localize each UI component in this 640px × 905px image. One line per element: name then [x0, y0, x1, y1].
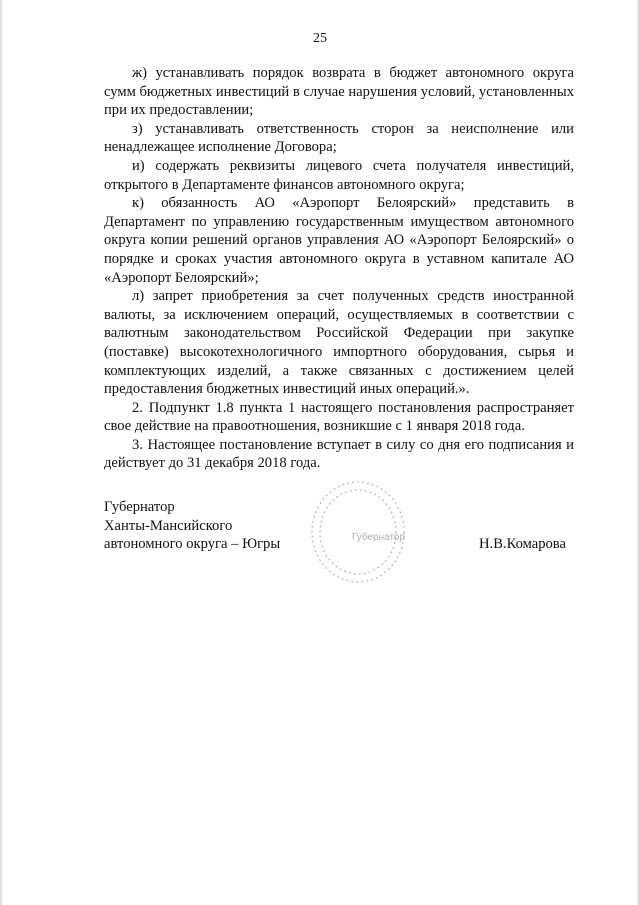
paragraph-2: 2. Подпункт 1.8 пункта 1 настоящего постановления распространяет свое действие на правоотношения, возникшие с 1 января 2018 года.	[104, 399, 574, 435]
signature-title-line: автономного округа – Югры	[104, 536, 281, 553]
page-edge-left	[0, 0, 3, 905]
page-number: 25	[313, 31, 327, 46]
stamp-text: Губернатор	[352, 532, 406, 543]
signature-title-line: Губернатор	[104, 499, 175, 515]
paragraph-i: и) содержать реквизиты лицевого счета получателя инвестиций, открытого в Департаменте финансов автономного округа;	[104, 157, 574, 193]
paragraph-z: з) устанавливать ответственность сторон за неисполнение или ненадлежащее исполнение Договора;	[104, 120, 574, 156]
official-stamp-seal	[300, 470, 410, 590]
page-edge-right	[636, 0, 640, 905]
signer-name: Н.В.Комарова	[479, 536, 566, 552]
paragraph-l: л) запрет приобретения за счет полученных средств иностранной валюты, за исключением операций, осуществляемых в соответствии с валютным законодательством Российской Федерации при закупке (поставке) высокотехнологичного импортного оборудования, сырья и комплектующих изделий, а также связанных с достижением целей предоставления бюджетных инвестиций иных операций.».	[104, 288, 574, 398]
signature-title	[104, 498, 280, 554]
paragraph-k: к) обязанность АО «Аэропорт Белоярский» представить в Департамент по управлению государственным имуществом автономного округа копии решений органов управления АО «Аэропорт Белоярский» о порядке и сроках участия автономного округа в уставном капитале АО «Аэропорт Белоярский»;	[104, 195, 574, 286]
document-body	[104, 64, 574, 473]
paragraph-3: 3. Настоящее постановление вступает в силу со дня его подписания и действует до 31 декабря 2018 года.	[104, 436, 574, 472]
signature-title-line: Ханты-Мансийского	[104, 517, 233, 534]
paragraph-zh: ж) устанавливать порядок возврата в бюджет автономного округа сумм бюджетных инвестиций в случае нарушения условий, установленных при их предоставлении;	[104, 65, 575, 119]
